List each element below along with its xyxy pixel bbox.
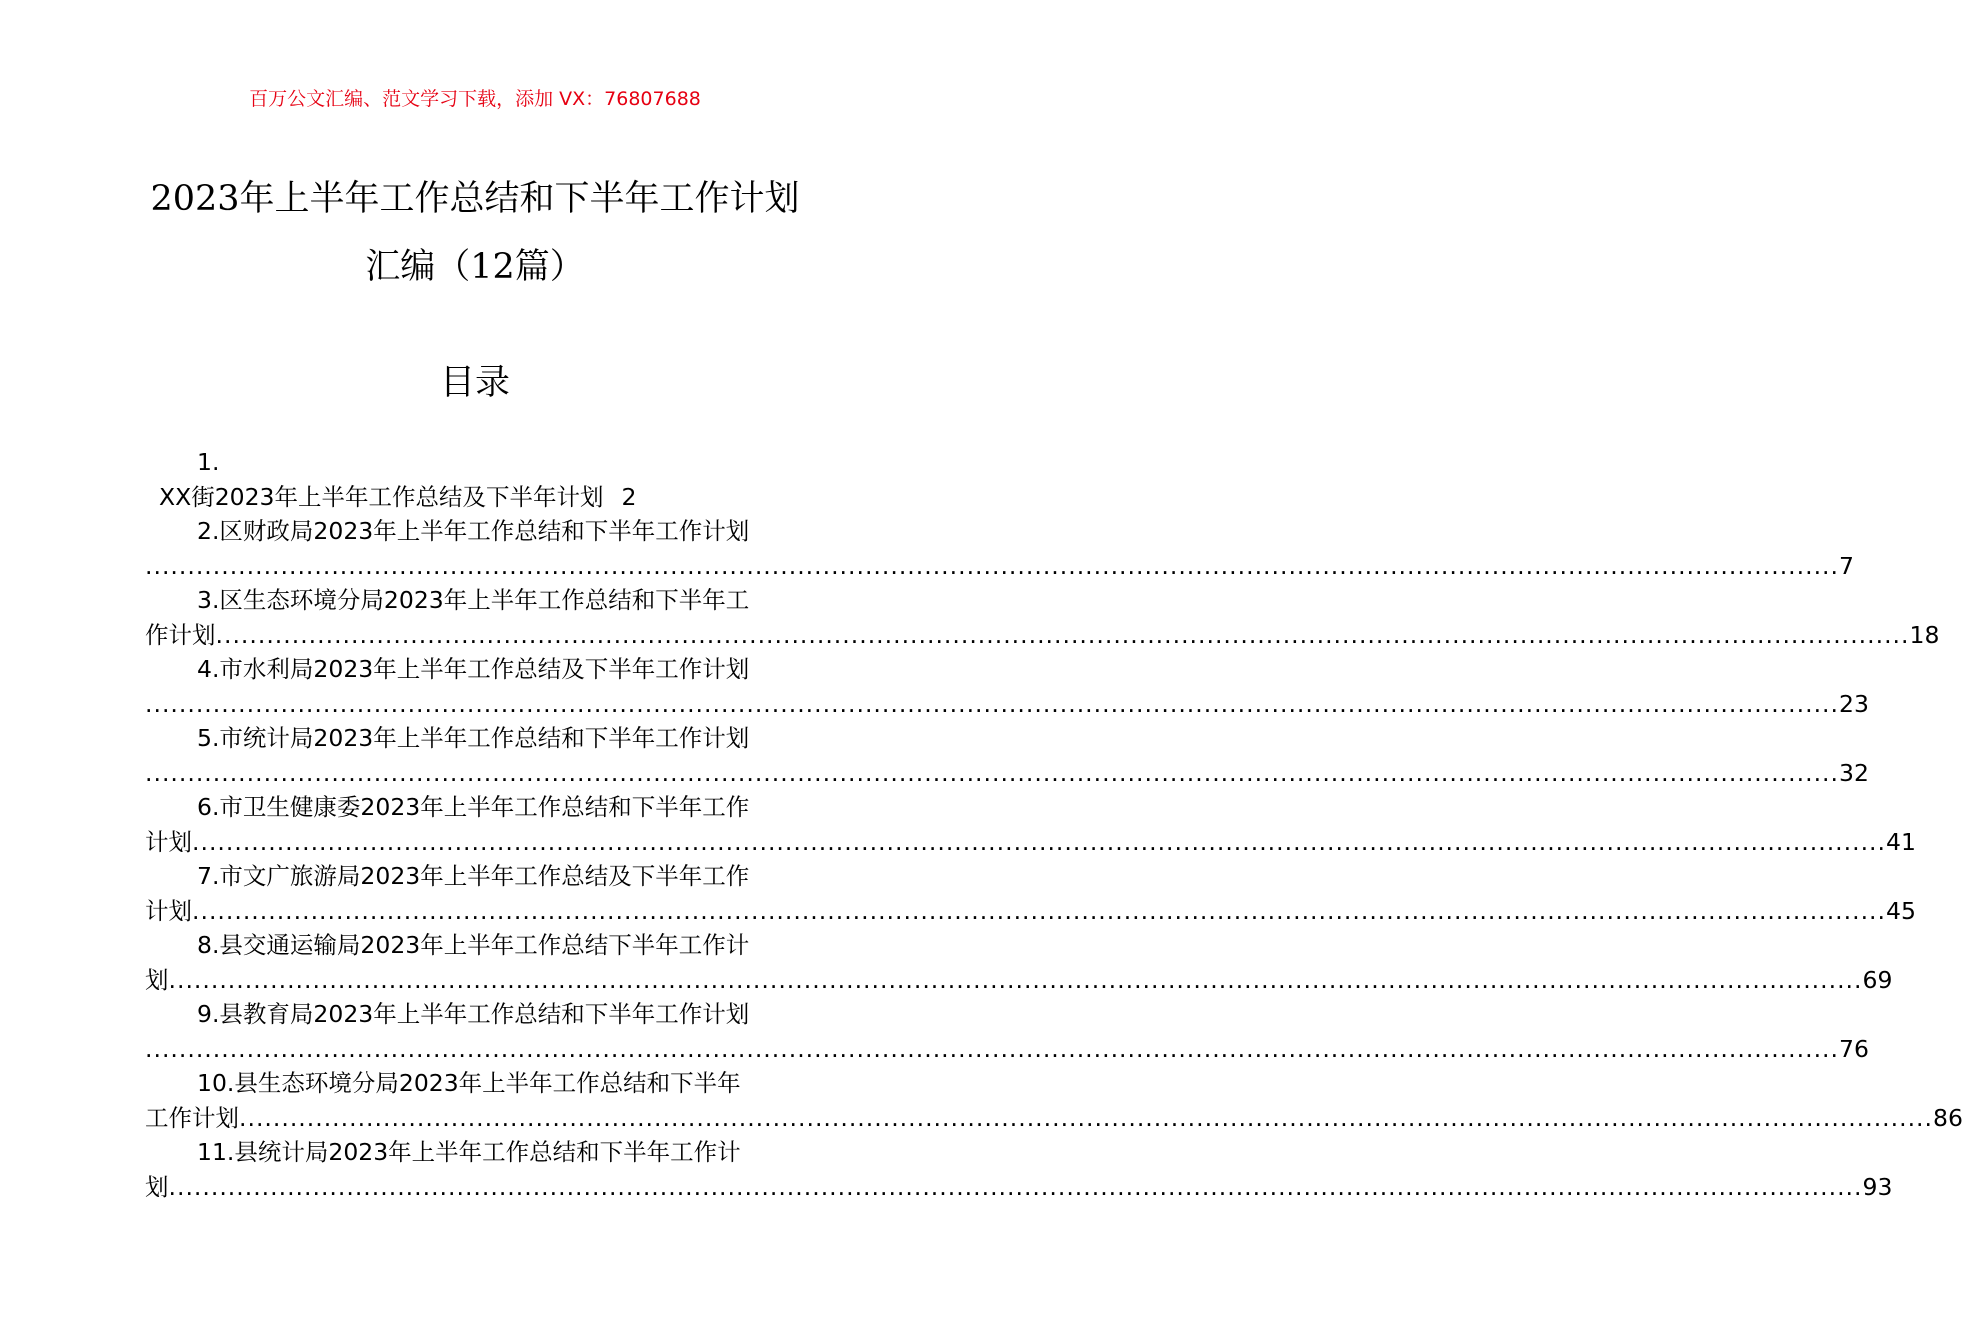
- toc-entry-1-page: 2: [621, 482, 637, 511]
- toc-entry-leader-line: [145, 1032, 1869, 1067]
- toc-entry-title-continued: 划: [145, 965, 169, 994]
- toc-entry-page: 7: [1839, 551, 1854, 580]
- toc-entry-leader-line: [145, 756, 1869, 791]
- toc-entry-leader-line: [145, 687, 1869, 722]
- toc-dot-leader: ........................................................................................................................................................................................................: [168, 965, 1863, 994]
- toc-entry[interactable]: [145, 1066, 1963, 1135]
- toc-entry[interactable]: [145, 790, 1916, 859]
- toc-dot-leader: ........................................................................................................................................................................................................: [145, 758, 1839, 787]
- toc-entry-page: 32: [1839, 758, 1869, 787]
- toc-entry[interactable]: [145, 1135, 1893, 1204]
- toc-entry-title-continued: 计划: [145, 827, 192, 856]
- header-note: 百万公文汇编、范文学习下载，添加 VX：76807688: [249, 88, 701, 110]
- toc-entry-page: 45: [1886, 896, 1916, 925]
- toc-entry-list: [145, 514, 1963, 1204]
- toc-entry-page: 69: [1862, 965, 1893, 994]
- toc-entry-page: 18: [1909, 620, 1940, 649]
- document-title-line-1: 2023年上半年工作总结和下半年工作计划: [150, 179, 800, 219]
- toc-dot-leader: ........................................................................................................................................................................................................: [145, 551, 1839, 580]
- toc-entry-leader-line: [145, 894, 1916, 929]
- toc-entry-page: 23: [1839, 689, 1869, 718]
- document-title-line-2: 汇编（12篇）: [365, 247, 585, 287]
- toc-entry-title: 10.县生态环境分局2023年上半年工作总结和下半年: [197, 1069, 741, 1097]
- toc-entry-title-continued: 作计划: [145, 620, 216, 649]
- toc-entry[interactable]: [145, 721, 1869, 790]
- toc-heading: 目录: [439, 363, 510, 403]
- toc-dot-leader: ........................................................................................................................................................................................................: [239, 1103, 1933, 1132]
- toc-entry[interactable]: [145, 928, 1893, 997]
- toc-entry-title: 9.县教育局2023年上半年工作总结和下半年工作计划: [197, 1000, 750, 1028]
- toc-entry-leader-line: [145, 618, 1940, 653]
- toc-entry[interactable]: [145, 514, 1854, 583]
- toc-entry-title-continued: 计划: [145, 896, 192, 925]
- toc-entry-1-number[interactable]: 1.: [197, 448, 220, 476]
- toc-entry[interactable]: [145, 583, 1940, 652]
- toc-dot-leader: ........................................................................................................................................................................................................: [192, 896, 1886, 925]
- toc-entry-title: 6.市卫生健康委2023年上半年工作总结和下半年工作: [197, 793, 750, 821]
- toc-entry-title: 3.区生态环境分局2023年上半年工作总结和下半年工: [197, 586, 750, 614]
- toc-entry-leader-line: [145, 825, 1916, 860]
- toc-entry-leader-line: [145, 1170, 1893, 1205]
- toc-entry-1[interactable]: [145, 480, 808, 515]
- toc-entry-title-continued: 划: [145, 1172, 169, 1201]
- toc-entry-page: 93: [1862, 1172, 1893, 1201]
- toc-dot-leader: ........................................................................................................................................................................................................: [215, 620, 1910, 649]
- toc-entry-title: 11.县统计局2023年上半年工作总结和下半年工作计: [197, 1138, 741, 1166]
- toc-entry[interactable]: [145, 859, 1916, 928]
- toc-dot-leader: ........................................................................................................................................................................................................: [168, 1172, 1863, 1201]
- toc-entry[interactable]: [145, 652, 1869, 721]
- toc-entry-page: 76: [1839, 1034, 1869, 1063]
- table-of-contents: [145, 445, 1963, 1204]
- toc-entry-title: 7.市文广旅游局2023年上半年工作总结及下半年工作: [197, 862, 750, 890]
- toc-entry[interactable]: [145, 997, 1869, 1066]
- toc-dot-leader: ........................................................................................................................................................................................................: [192, 827, 1886, 856]
- toc-entry-leader-line: [145, 549, 1854, 584]
- toc-dot-leader: ........................................................................................................................................................................................................: [145, 689, 1839, 718]
- toc-entry-title: 2.区财政局2023年上半年工作总结和下半年工作计划: [197, 517, 750, 545]
- toc-dot-leader: ........................................................................................................................................................................................................: [145, 1034, 1839, 1063]
- toc-entry-leader-line: [145, 1101, 1963, 1136]
- toc-entry-title: 5.市统计局2023年上半年工作总结和下半年工作计划: [197, 724, 750, 752]
- toc-entry-leader-line: [145, 963, 1893, 998]
- toc-entry-1-title: XX街2023年上半年工作总结及下半年计划: [159, 482, 604, 511]
- toc-entry-page: 41: [1886, 827, 1916, 856]
- toc-entry-title-continued: 工作计划: [145, 1103, 239, 1132]
- toc-entry-title: 4.市水利局2023年上半年工作总结及下半年工作计划: [197, 655, 750, 683]
- toc-entry-title: 8.县交通运输局2023年上半年工作总结下半年工作计: [197, 931, 750, 959]
- toc-entry-page: 86: [1933, 1103, 1963, 1132]
